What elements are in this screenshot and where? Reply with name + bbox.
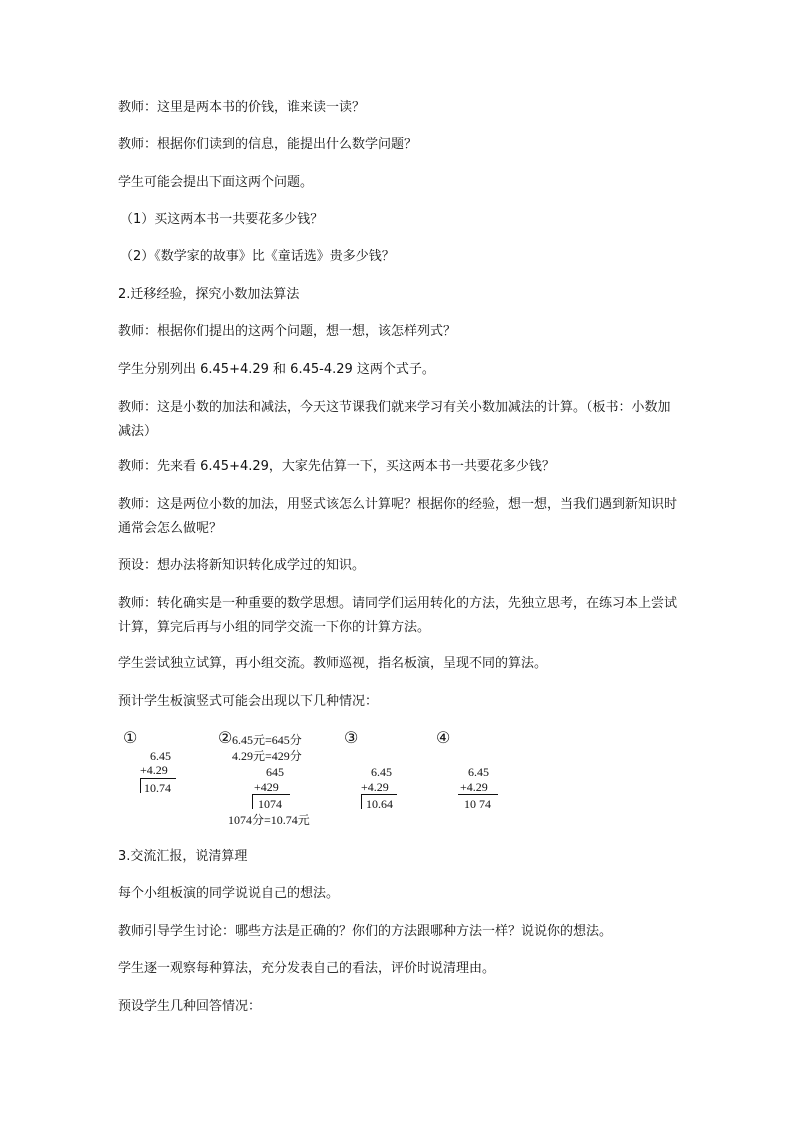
paragraph: 学生逐一观察每种算法，充分发表自己的看法，评价时说清理由。 bbox=[118, 961, 496, 976]
paragraph: 教师：根据你们读到的信息，能提出什么数学问题？ bbox=[118, 137, 418, 152]
paragraph: 学生尝试独立试算，再小组交流。教师巡视，指名板演，呈现不同的算法。 bbox=[118, 656, 548, 671]
paragraph: 预设学生几种回答情况： bbox=[118, 999, 262, 1014]
calc1-result: 10.74 bbox=[144, 781, 171, 795]
section-heading: 2.迁移经验，探究小数加法算法 bbox=[118, 287, 300, 302]
paragraph: （1）买这两本书一共要花多少钱？ bbox=[120, 212, 324, 227]
paragraph: 预设：想办法将新知识转化成学过的知识。 bbox=[118, 558, 366, 573]
calc3-addend-a: 6.45 bbox=[371, 765, 392, 779]
paragraph: 教师引导学生讨论：哪些方法是正确的？你们的方法跟哪种方法一样？说说你的想法。 bbox=[118, 924, 613, 939]
section-heading: 3.交流汇报，说清算理 bbox=[118, 849, 248, 864]
calc1-bracket bbox=[140, 778, 141, 793]
calc2-conversion-2: 4.29元=429分 bbox=[232, 749, 302, 763]
calc2-conversion-1: 6.45元=645分 bbox=[232, 733, 302, 747]
paragraph: 教师：这里是两本书的价钱，谁来读一读？ bbox=[118, 100, 366, 115]
paragraph: 教师：转化确实是一种重要的数学思想。请同学们运用转化的方法，先独立思考，在练习本上尝试计算，算完后再与小组的同学交流一下你的计算方法。 bbox=[118, 596, 678, 635]
calc2-addend-a: 645 bbox=[266, 765, 284, 779]
paragraph: 教师：先来看 6.45+4.29，大家先估算一下，买这两本书一共要花多少钱？ bbox=[118, 459, 555, 474]
calc2-conclusion: 1074分=10.74元 bbox=[228, 813, 310, 827]
marker-3: ③ bbox=[344, 730, 359, 747]
calc4-result: 10 74 bbox=[464, 797, 491, 811]
calc4-sum-line bbox=[458, 794, 498, 795]
calc4-addend-b: +4.29 bbox=[460, 780, 488, 794]
paragraph: 教师：这是小数的加法和减法，今天这节课我们就来学习有关小数加减法的计算。（板书：小数加减法） bbox=[118, 400, 671, 439]
calc3-addend-b: +4.29 bbox=[361, 780, 389, 794]
calc4-addend-a: 6.45 bbox=[468, 765, 489, 779]
paragraph: 教师：这是两位小数的加法，用竖式该怎么计算呢？根据你的经验，想一想，当我们遇到新知识时通常会怎么做呢？ bbox=[118, 497, 678, 536]
paragraph: 每个小组板演的同学说说自己的想法。 bbox=[118, 886, 340, 901]
calc2-sum-line bbox=[252, 794, 290, 795]
paragraph: （2）《数学家的故事》比《童话选》贵多少钱？ bbox=[120, 249, 395, 264]
paragraph: 预计学生板演竖式可能会出现以下几种情况： bbox=[118, 694, 379, 709]
paragraph: 教师：根据你们提出的这两个问题，想一想，该怎样列式？ bbox=[118, 324, 457, 339]
calc1-addend-a: 6.45 bbox=[150, 749, 171, 763]
marker-2: ② bbox=[218, 730, 233, 747]
calc3-sum-line bbox=[361, 794, 397, 795]
calc1-addend-b: +4.29 bbox=[140, 763, 168, 777]
paragraph: 学生分别列出 6.45+4.29 和 6.45-4.29 这两个式子。 bbox=[118, 362, 435, 377]
paragraph: 学生可能会提出下面这两个问题。 bbox=[118, 175, 314, 190]
calc3-result: 10.64 bbox=[366, 797, 393, 811]
calc2-bracket bbox=[252, 794, 253, 809]
marker-1: ① bbox=[123, 730, 138, 747]
calc1-sum-line bbox=[140, 778, 176, 779]
marker-4: ④ bbox=[436, 730, 451, 747]
vertical-calculations bbox=[118, 730, 538, 830]
calc2-addend-b: +429 bbox=[254, 780, 279, 794]
calc3-bracket bbox=[361, 794, 362, 809]
calc2-result: 1074 bbox=[258, 797, 282, 811]
